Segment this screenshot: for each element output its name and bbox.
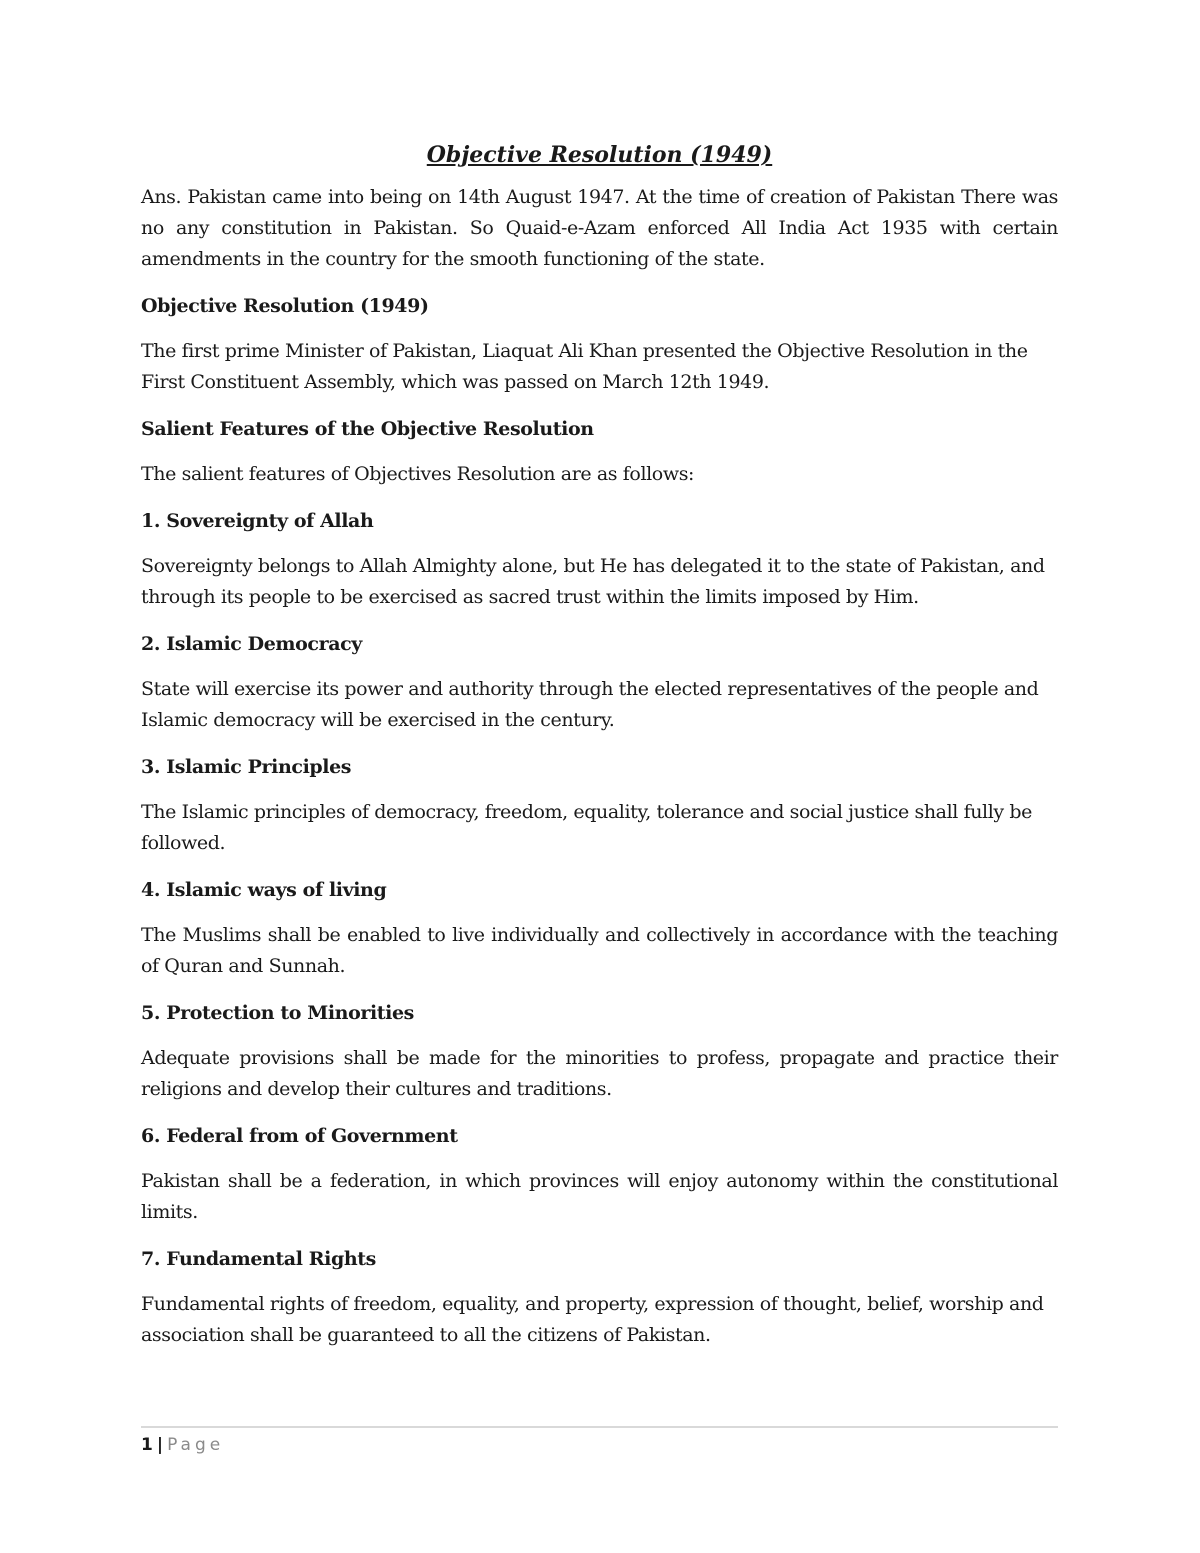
section-paragraph-salient-features: The salient features of Objectives Resolution are as follows:	[141, 463, 695, 485]
footer-separator: |	[156, 1435, 164, 1455]
feature-heading-islamic-principles: 3. Islamic Principles	[141, 756, 352, 778]
page-footer	[141, 1432, 224, 1458]
page-label: Page	[167, 1435, 225, 1455]
footer-divider	[141, 1426, 1058, 1428]
intro-paragraph: Ans. Pakistan came into being on 14th August 1947. At the time of creation of Pakistan There was no any constitution in Pakistan. So Quaid-e-Azam enforced All India Act 1935 with certain amendments in the country for the smooth functioning of the state.	[141, 186, 1058, 270]
feature-heading-islamic-ways: 4. Islamic ways of living	[141, 879, 387, 901]
feature-text-sovereignty: Sovereignty belongs to Allah Almighty alone, but He has delegated it to the state of Pakistan, and through its people to be exercised as sacred trust within the limits imposed by Him.	[141, 555, 1045, 608]
feature-heading-fundamental-rights: 7. Fundamental Rights	[141, 1248, 376, 1270]
section-heading-objective-resolution: Objective Resolution (1949)	[141, 295, 429, 317]
feature-heading-minorities: 5. Protection to Minorities	[141, 1002, 414, 1024]
feature-text-minorities: Adequate provisions shall be made for the minorities to profess, propagate and practice their religions and develop their cultures and traditions.	[141, 1047, 1058, 1100]
feature-text-fundamental-rights: Fundamental rights of freedom, equality, and property, expression of thought, belief, worship and association shall be guaranteed to all the citizens of Pakistan.	[141, 1293, 1044, 1346]
feature-text-islamic-principles: The Islamic principles of democracy, freedom, equality, tolerance and social justice shall fully be followed.	[141, 801, 1032, 854]
feature-heading-sovereignty: 1. Sovereignty of Allah	[141, 510, 374, 532]
feature-text-islamic-democracy: State will exercise its power and authority through the elected representatives of the people and Islamic democracy will be exercised in the century.	[141, 678, 1039, 731]
feature-text-islamic-ways: The Muslims shall be enabled to live individually and collectively in accordance with the teaching of Quran and Sunnah.	[141, 924, 1058, 977]
feature-heading-federal: 6. Federal from of Government	[141, 1125, 458, 1147]
document-body	[141, 140, 1058, 1367]
feature-text-federal: Pakistan shall be a federation, in which provinces will enjoy autonomy within the constitutional limits.	[141, 1170, 1058, 1223]
page-number: 1	[141, 1435, 153, 1455]
document-title: Objective Resolution (1949)	[426, 142, 773, 168]
feature-heading-islamic-democracy: 2. Islamic Democracy	[141, 633, 362, 655]
section-heading-salient-features: Salient Features of the Objective Resolution	[141, 418, 594, 440]
section-paragraph-objective-resolution: The first prime Minister of Pakistan, Liaquat Ali Khan presented the Objective Resolution in the First Constituent Assembly, which was passed on March 12th 1949.	[141, 340, 1028, 393]
